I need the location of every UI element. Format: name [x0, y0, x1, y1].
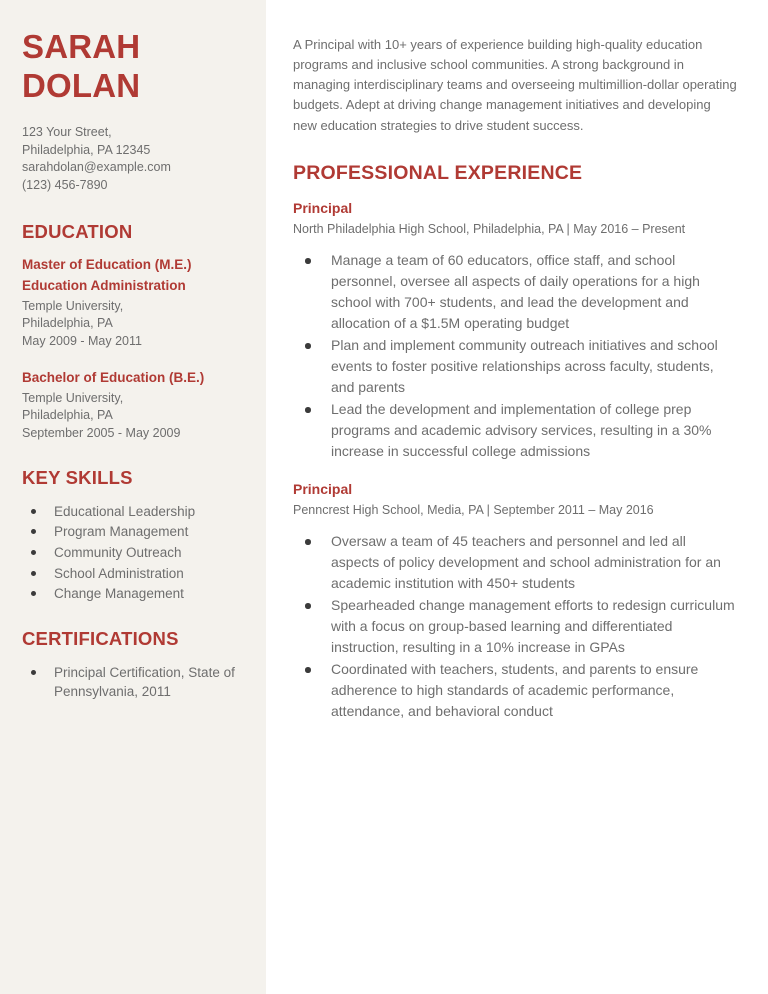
- experience-entry: [293, 480, 738, 722]
- list-item: Change Management: [22, 584, 244, 604]
- candidate-name: [22, 28, 244, 106]
- key-skills-list: [22, 502, 244, 604]
- education-school: Temple University,: [22, 390, 124, 405]
- list-item: Oversaw a team of 45 teachers and personnel and led all aspects of policy development and school administration for an academic institution with 450+ students: [293, 531, 738, 594]
- list-item: Manage a team of 60 educators, office staff, and school personnel, oversee all aspects of daily operations for a high school with 700+ students, and lead the development and allocation of a $1.5M operating budget: [293, 250, 738, 334]
- list-item: Principal Certification, State of Pennsylvania, 2011: [22, 663, 244, 702]
- contact-street: 123 Your Street,: [22, 124, 112, 139]
- list-item: School Administration: [22, 564, 244, 584]
- job-bullet-list: [293, 250, 738, 462]
- list-item: Plan and implement community outreach initiatives and school events to foster positive relationships across faculty, students, and parents: [293, 335, 738, 398]
- education-heading: EDUCATION: [22, 220, 133, 242]
- job-title: Principal: [293, 481, 353, 498]
- education-dates: September 2005 - May 2009: [22, 426, 181, 441]
- education-item: [22, 256, 244, 351]
- list-item: Spearheaded change management efforts to redesign curriculum with a focus on group-based learning and differentiated instruction, resulting in a 10% increase in GPAs: [293, 595, 738, 658]
- contact-email[interactable]: sarahdolan@example.com: [22, 160, 171, 175]
- list-item: Lead the development and implementation of college prep programs and academic advisory services, resulting in a 30% increase in successful college admissions: [293, 399, 738, 462]
- key-skills-section: [22, 467, 244, 604]
- contact-city-state-zip: Philadelphia, PA 12345: [22, 142, 151, 157]
- education-section: [22, 221, 244, 443]
- education-degree: Bachelor of Education (B.E.): [22, 369, 205, 385]
- first-name: SARAH: [22, 28, 141, 65]
- key-skills-heading: KEY SKILLS: [22, 466, 133, 488]
- job-meta: Penncrest High School, Media, PA | September 2011 – May 2016: [293, 503, 654, 518]
- education-location: Philadelphia, PA: [22, 408, 113, 423]
- education-field: Education Administration: [22, 277, 186, 293]
- experience-entry: [293, 199, 738, 462]
- education-degree: Master of Education (M.E.): [22, 256, 192, 272]
- professional-summary: A Principal with 10+ years of experience building high-quality education programs and inclusive school communities. A strong background in managing interdisciplinary teams and overseeing multimillion-dollar operating budgets. Adept at driving change management initiatives and developing new education strategies to drive student success.: [293, 37, 737, 133]
- last-name: DOLAN: [22, 66, 141, 104]
- certifications-list: [22, 663, 244, 702]
- sidebar: [0, 0, 266, 994]
- education-location: Philadelphia, PA: [22, 316, 113, 331]
- list-item: Program Management: [22, 522, 244, 542]
- list-item: Educational Leadership: [22, 502, 244, 522]
- job-bullet-list: [293, 531, 738, 722]
- contact-phone[interactable]: (123) 456-7890: [22, 178, 108, 193]
- certifications-heading: CERTIFICATIONS: [22, 627, 179, 649]
- education-item: [22, 369, 244, 443]
- list-item: Coordinated with teachers, students, and parents to ensure adherence to high standards of academic performance, attendance, and behavioral conduct: [293, 659, 738, 722]
- job-title: Principal: [293, 199, 353, 216]
- main-column: [266, 0, 768, 994]
- experience-heading: PROFESSIONAL EXPERIENCE: [293, 161, 583, 184]
- job-meta: North Philadelphia High School, Philadelphia, PA | May 2016 – Present: [293, 221, 686, 236]
- education-dates: May 2009 - May 2011: [22, 334, 142, 348]
- education-school: Temple University,: [22, 298, 124, 313]
- contact-block: [22, 124, 244, 195]
- certifications-section: [22, 628, 244, 702]
- list-item: Community Outreach: [22, 543, 244, 563]
